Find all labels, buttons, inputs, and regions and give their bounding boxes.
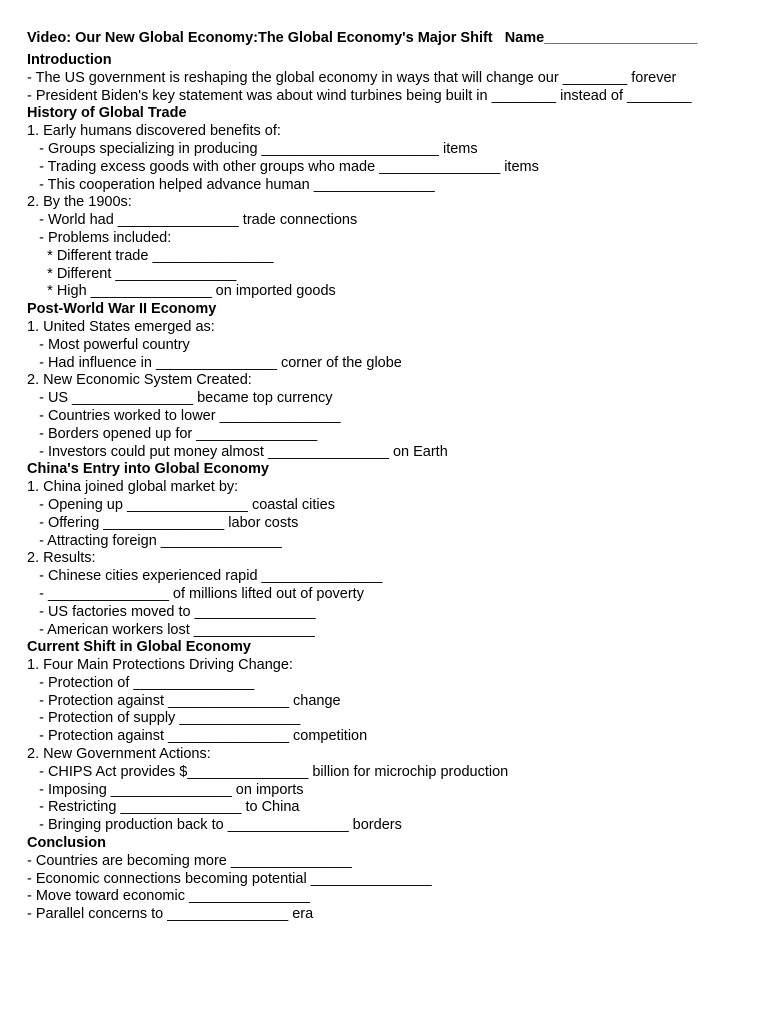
worksheet-line: - Offering _______________ labor costs: [27, 514, 299, 531]
section-heading: Current Shift in Global Economy: [27, 639, 251, 656]
worksheet-line: - Move toward economic _______________: [27, 888, 310, 905]
worksheet-line: - American workers lost _______________: [27, 621, 315, 638]
worksheet-line: - Restricting _______________ to China: [27, 799, 300, 816]
worksheet-body: [27, 52, 747, 924]
worksheet-line: 2. New Economic System Created:: [27, 372, 252, 389]
worksheet-line: - This cooperation helped advance human _______________: [27, 176, 435, 193]
worksheet-line: - Bringing production back to _______________ borders: [27, 817, 402, 834]
worksheet-line: - Protection of supply _______________: [27, 710, 301, 727]
worksheet-line: - Imposing _______________ on imports: [27, 781, 304, 798]
worksheet-line: * High _______________ on imported goods: [27, 283, 336, 300]
worksheet-line: - Parallel concerns to _______________ era: [27, 906, 314, 923]
worksheet-line: - Protection against _______________ competition: [27, 728, 368, 745]
worksheet-line: 2. Results:: [27, 550, 96, 567]
worksheet-line: - Protection against _______________ change: [27, 692, 341, 709]
worksheet-title: Video: Our New Global Economy:The Global Economy's Major Shift Name___________________: [27, 30, 698, 46]
worksheet-line: - Investors could put money almost _______________ on Earth: [27, 443, 448, 460]
worksheet-line: 1. United States emerged as:: [27, 318, 215, 335]
worksheet-line: - Attracting foreign _______________: [27, 532, 282, 549]
worksheet-line: 2. New Government Actions:: [27, 746, 211, 763]
worksheet-line: * Different _______________: [27, 265, 237, 282]
worksheet-line: * Different trade _______________: [27, 247, 274, 264]
worksheet-page: [27, 28, 747, 924]
worksheet-line: - _______________ of millions lifted out of poverty: [27, 585, 364, 602]
worksheet-line: - Chinese cities experienced rapid _______________: [27, 568, 383, 585]
worksheet-line: - Borders opened up for _______________: [27, 425, 318, 442]
section-heading: Introduction: [27, 52, 112, 68]
worksheet-line: - Economic connections becoming potential _______________: [27, 870, 432, 887]
section-heading: China's Entry into Global Economy: [27, 461, 269, 478]
section-heading: Post-World War II Economy: [27, 301, 217, 318]
worksheet-line: 1. Four Main Protections Driving Change:: [27, 657, 293, 674]
section-heading: History of Global Trade: [27, 105, 187, 122]
worksheet-line: - Had influence in _______________ corner of the globe: [27, 354, 402, 371]
worksheet-line: - World had _______________ trade connections: [27, 212, 358, 229]
worksheet-line: - CHIPS Act provides $_______________ billion for microchip production: [27, 763, 509, 780]
worksheet-line: - Trading excess goods with other groups who made _______________ items: [27, 158, 539, 175]
worksheet-line: - Opening up _______________ coastal cities: [27, 496, 335, 513]
worksheet-line: - Groups specializing in producing ______________________ items: [27, 140, 478, 157]
worksheet-line: - The US government is reshaping the global economy in ways that will change our ________ forever: [27, 69, 677, 86]
worksheet-line: 2. By the 1900s:: [27, 194, 132, 211]
section-heading: Conclusion: [27, 835, 106, 852]
worksheet-line: - President Biden's key statement was about wind turbines being built in ________ instead of ________: [27, 87, 692, 104]
worksheet-line: 1. China joined global market by:: [27, 479, 239, 496]
worksheet-line: - US factories moved to _______________: [27, 603, 316, 620]
worksheet-line: - Countries worked to lower _______________: [27, 407, 341, 424]
worksheet-line: - US _______________ became top currency: [27, 390, 333, 407]
worksheet-line: 1. Early humans discovered benefits of:: [27, 123, 281, 140]
worksheet-line: - Countries are becoming more _______________: [27, 852, 352, 869]
worksheet-line: - Protection of _______________: [27, 674, 255, 691]
worksheet-line: - Most powerful country: [27, 336, 190, 353]
worksheet-line: - Problems included:: [27, 229, 172, 246]
